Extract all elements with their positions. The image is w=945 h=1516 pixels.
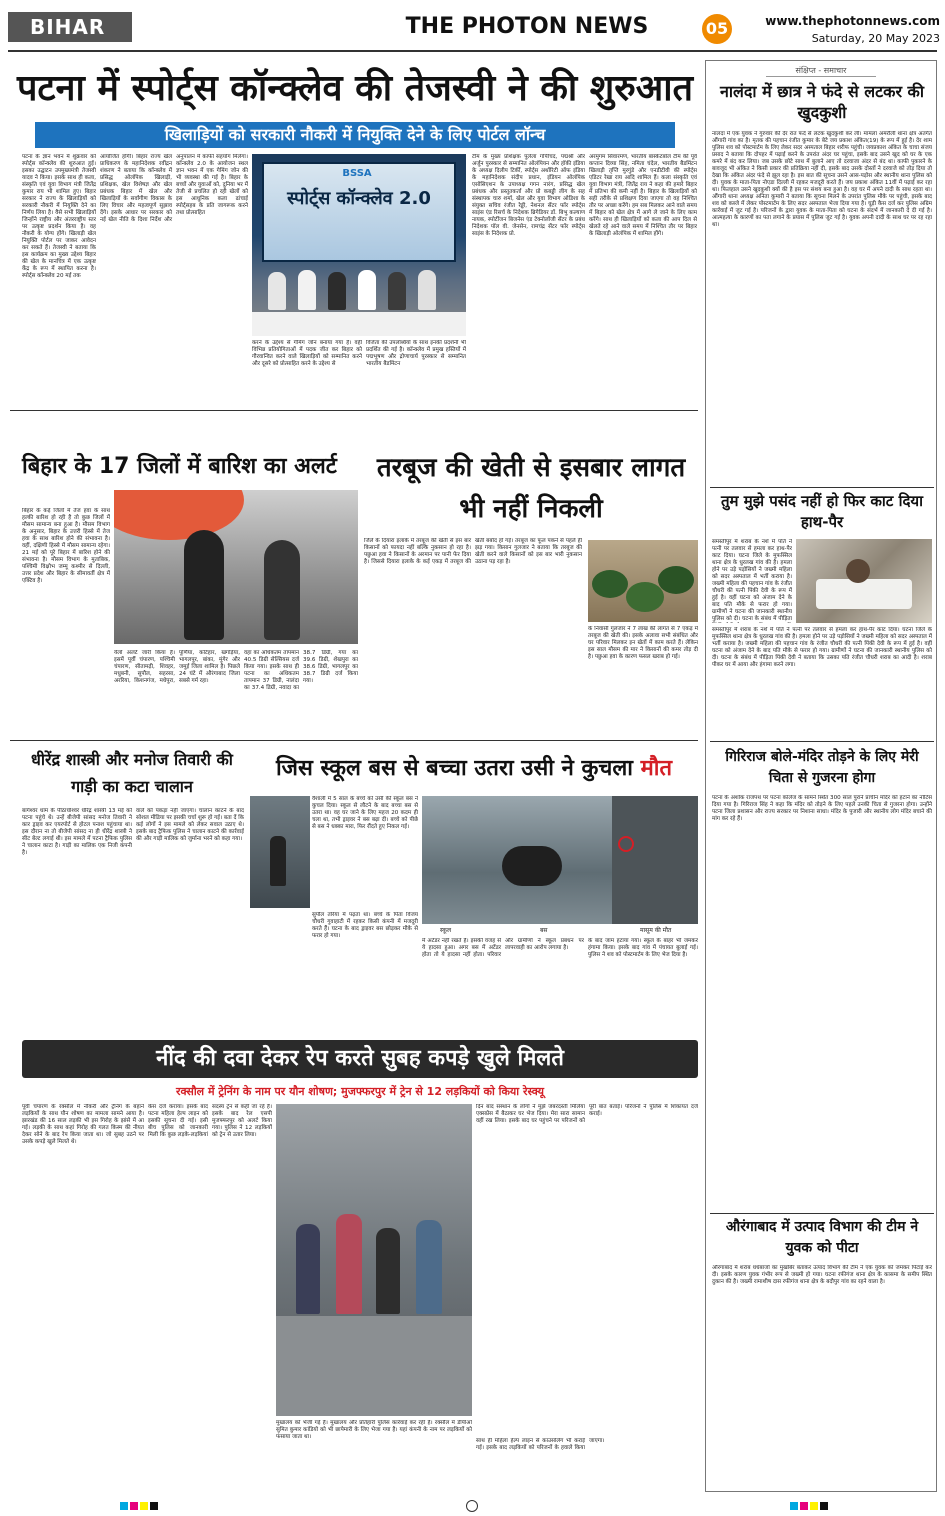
story1-col3: करने के उद्देश्य से गेमिंग जोन बनाया गया है। वहीं विभिन्न प्रतियोगिताओं में पदक जीत कर बिहार को गौरवान्वित करने वाले खिलाड़ियों को सम्मानित करने और दूसरे को प्रोत्साहित करने के उद्देश्य से (252, 340, 362, 367)
story5-body4: के बाद जाम हटाया गया। स्कूल के बाहर भी जमकर हंगामा किया। इसके बाद गांव में पंचायत बुलाई गई। पुलिस ने शव को पोस्टमार्टम के लिए भेज दिया है। (588, 938, 698, 958)
person (416, 1220, 442, 1314)
sidebar-s2-body: समस्तीपुर में शराब के नशे में पति ने पत्नी पर तलवार से हमला कर हाथ-पैर काट दिया। घटना जिले के मुफस्सिल थाना क्षेत्र के धुरलख गांव की है। हमला होने पर उड़े पड़ोसियों ने जख्मी महिला को सदर अस्पताल में भर्ती कराया है। जख्मी महिला की पहचान गांव के रंजीत चौधरी की पत्नी पिंकी देवी के रूप में हुई है। वहीं घटना को अंजाम देने के बाद पति मौके से फरार हो गया। ग्रामीणों ने घटना की जानकारी स्थानीय पुलिस को दी। घटना के संबंध में पीड़िता पिंकी देवी ने बताया कि उसका पति रंजीत चौधरी शराब का आदी है। शराब पीकर घर में आया और हंगामा करने लगा। (712, 627, 932, 668)
conclave-photo (252, 154, 466, 336)
color-swatch (140, 1502, 148, 1510)
bus-photo-1 (250, 796, 310, 908)
person (418, 270, 436, 310)
story5-headline-red: मौत (640, 756, 673, 781)
hospital-photo (796, 539, 932, 623)
wall (612, 796, 698, 924)
bus-caption-3: मासूम की मौत (640, 927, 672, 934)
woman-figure (184, 530, 224, 640)
story1-col5: टीम के मुख्य प्रशिक्षक पुलेला गोपीचंद, पद्मश्री और अर्जुन पुरस्कार से सम्मानित ओलंपियन और हॉकी इंडिया के अध्यक्ष दिलीप टिर्की, स्पोर्ट्स अथॉरिटी ऑफ इंडिया के महानिदेशक संदीप प्रधान, इंडियन ओलंपिक एसोसिएशन के उपाध्यक्ष गगन नारंग, प्रसिद्ध खेल प्रबंधक और प्रस्तुतकर्ता और प्रो कबड्डी लीग के सह संस्थापक चारु शर्मा, खेल और युवा विभाग ओडिशा के संयुक्त सचिव रंजीत रेड्डी, नेशनल सेंटर फॉर स्पोर्ट्स साइंस एंड रिसर्च के निदेशक ब्रिगेडियर डॉ. बिभु कल्याण नायक, स्पोर्टीजन बिजनेस एंड टेक्नोलॉजी सेंटर के प्रबंध निदेशक पॉल वी. जेनसेन, रामचंद्र सेंटर फॉर स्पोर्ट्स साइंस के निदेशक प्रो. (472, 154, 585, 237)
person (270, 836, 286, 886)
story5-body1: वैशाली में 5 साल के बच्चे को उसी की स्कूल बस ने कुचल दिया। स्कूल से लौटने के बाद बच्चा बस से उतरा था। वह घर जाने के लिए महज 20 कदम ही चला था, तभी ड्राइवर ने बस बढ़ा दी। बच्चे को पीछे से बस ने धक्का मारा, फिर रौंदते हुए निकल गई। (312, 796, 418, 830)
umbrella (114, 490, 244, 540)
story3-body1: जिले के दियारा इलाके में तरबूज की खेती से इस बार किसानों को फायदा नहीं बल्कि नुकसान हो रहा है। पछुआ हवा ने किसानों के अरमान पर पानी फेर दिया है। जिससे दियारा इलाके के कई एकड़ में तरबूज की खेती बर्बाद हो गई। तरबूज का फूल पकने से पहले ही झड़ गया। किसान गुलजार ने बताया कि तरबूज की खेती करने वाले किसानों को इस बार भारी नुकसान उठाना पड़ रहा है। (364, 538, 582, 565)
sidebar (705, 60, 937, 1492)
watermelon (592, 570, 628, 598)
story3-body2: के निवासी गुलजार ने 7 लाख की लागत से 7 एकड़ में तरबूज की खेती की। इसके अलावा सभी संबंधित और घर परिवार मिलकर इन खेतों में काम करते हैं। लेकिन इस साल मौसम की मार ने किसानों की कमर तोड़ दी है। पछुआ हवा के कारण फसल खराब हो गई। (588, 626, 698, 660)
story6-subhead: रक्सौल में ट्रेनिंग के नाम पर यौन शोषण; मुजफ्फरपुर में ट्रेन से 12 लड़कियों को किया रेस्क्यू (175, 1085, 545, 1098)
sidebar-s2-headline: तुम मुझे पसंद नहीं हो फिर काट दिया हाथ-पैर (720, 492, 924, 531)
person (328, 272, 346, 310)
divider (10, 410, 698, 411)
masthead (0, 0, 945, 52)
divider (710, 1213, 934, 1214)
platform (276, 1316, 472, 1416)
story6-body2: केस दर्ज कराया। इसके बाद पटना महिला हेल्प लाइन को इसकी सूचना दी गई। इसी बीच पुलिस को जानकारी मिली कि कुछ लड़के-लड़कियां सदस्य ट्रेन से कहीं जा रहे हैं। इसके बाद रेल एसपी मुजफ्फरपुर को अलर्ट किया गया। पुलिस ने 12 लड़कियों को ट्रेन से उतार लिया। (148, 1104, 272, 1138)
color-swatch (810, 1502, 818, 1510)
story4-body1: बागेश्वर धाम के पीठाधीश्वर धीरेंद्र शास्त्री 13 मई को पटना पहुंचे थे। उन्हें बीजेपी सांसद मनोज तिवारी ने कार ड्राइव कर एयरपोर्ट से होटल पनाश पहुंचाया था। इस दौरान ना तो बीजेपी सांसद ना ही धीरेंद्र शास्त्री ने सीट बेल्ट लगाई थी। इस मामले में पटना ट्रैफिक पुलिस ने चालान काटा है। गाड़ी का मालिक एक निजी कंपनी है। (22, 808, 132, 856)
person (296, 1224, 320, 1314)
story2-headline: बिहार के 17 जिलों में बारिश का अलर्ट (22, 454, 337, 479)
story4-body2: वाले को पकड़ा नहीं जाएगा। चालान काटने के बाद सोशल मीडिया पर इसकी चर्चा शुरू हो गई। बता दें कि कई लोगों ने इस मामले को लेकर सवाल उठाए थे। इसके बाद ट्रैफिक पुलिस ने चालान काटने की कार्रवाई की और गाड़ी मालिक को जुर्माना भरने को कहा गया। (136, 808, 244, 842)
rain-photo (114, 490, 358, 644)
motorcycle (502, 846, 562, 886)
person (376, 1228, 400, 1314)
story6-body4: दिन बाद संस्थान के लोगों ने मुझे जबरदस्ती मिलिया एक्सप्रेस में बैठाकर घर भेज दिया। मेरा सारा सामान वहीं रख लिया। इसके बाद घर पहुंचने पर परिजनों को पूरी बात बताई। परिजनों ने पुलिस में शिकायत दर्ज कराई। (476, 1104, 698, 1124)
story1-headline: पटना में स्पोर्ट्स कॉन्क्लेव की तेजस्वी ने की शुरुआत (16, 68, 694, 109)
story5-headline-main: जिस स्कूल बस से बच्चा उतरा उसी ने कुचला (275, 756, 633, 781)
person (336, 1214, 362, 1314)
story1-subhead: खिलाड़ियों को सरकारी नौकरी में नियुक्ति देने के लिए पोर्टल लॉन्च (35, 122, 675, 148)
sidebar-s4-headline: औरंगाबाद में उत्पाद विभाग की टीम ने युवक को पीटा (725, 1219, 919, 1256)
person (388, 272, 406, 310)
person (268, 272, 286, 310)
divider (710, 741, 934, 742)
dais-table (252, 312, 466, 336)
story1-col1: पटना के ज्ञान भवन में शुक्रवार को स्पोर्ट्स कॉन्क्लेव की शुरुआत हुई। इसका उद्घाटन उपमुख्यमंत्री तेजस्वी यादव ने किया। इसके साथ ही कला, संस्कृति एवं युवा विभाग मंत्री जितेंद्र कुमार राय भी शामिल हुए। बिहार सरकार ने राज्य के खिलाड़ियों को सरकारी नौकरी में नियुक्ति देने का निर्णय लिया है। वैसे सभी खिलाड़ियों जिन्होंने राष्ट्रीय और अंतरराष्ट्रीय स्तर पर उत्कृष्ट प्रदर्शन किया है। वह नौकरी के योग्य होंगे। खिलाड़ी खेल नियुक्ति पोर्टल पर जाकर आवेदन कर सकते हैं। तेजस्वी ने बताया कि इस कार्यक्रम का मुख्य उद्देश्य बिहार की खेल के मानचित्र में एक उत्कृष्ट केंद्र के रूप में स्थापित करना है। स्पोर्ट्स कॉन्क्लेव 20 मई तक (22, 154, 96, 279)
watermelon (658, 566, 694, 594)
website: www.thephotonnews.com (765, 14, 940, 28)
story6-headline: नींद की दवा देकर रेप करते सुबह कपड़े खुले मिलते (156, 1046, 564, 1071)
registration-mark (466, 1500, 478, 1512)
story5-body2: सुपौल तरिया में पढ़ता था। बच्चे के पिता विजय चौधरी गुवाहाटी में रहकर किसी कंपनी में मजदूरी करते हैं। घटना के बाद ड्राइवर बस छोड़कर मौके से फरार हो गया। (312, 912, 418, 939)
story6-body5: साथ ही महिला हेल्प लाइन से काउंसलिंग भी कराई गई। इसके बाद लड़कियों को परिजनों के हवाले किया जाएगा। (476, 1438, 605, 1451)
color-swatch (130, 1502, 138, 1510)
story1-col4: विजेता की उपलब्धियों के साथ इनकी प्रदर्शनी भी प्रदर्शित की गई है। कॉन्क्लेव में प्रमुख हस्तियों में पद्मभूषण और द्रोणाचार्य पुरस्कार से सम्मानित भारतीय बैडमिंटन (366, 340, 466, 367)
story1-col2: आयोजित होगी। बिहार राज्य खेल प्राधिकरण के महानिदेशक रवींद्रन शंकरण ने बताया कि कॉन्क्लेव में प्रसिद्ध ओलंपिक खिलाड़ी, प्रशिक्षक, खेल विशेषज्ञ और खेल प्रबंधक बिहार में खेल और खिलाड़ियों के सर्वांगीण विकास के लिए विचार और महत्वपूर्ण सुझाव देंगे। इसके आधार पर सरकार को नई खेल नीति के दिशा निर्देश और अनुपालन में काफी सहयोग मिलेगा। कॉन्क्लेव 2.0 के आयोजन स्थल ज्ञान भवन में एक गेमिंग जोन की भी व्यवस्था की गई है। बिहार के बच्चों और युवाओं को, दुनिया भर में तेजी से प्रचलित हो रही खेलों को इस आधुनिक कला ढांचाई स्पोर्ट्सहब के प्रति जागरूक करने तथा प्रोत्साहित (100, 154, 248, 223)
bus-photo-2 (422, 796, 698, 924)
paper-name: THE PHOTON NEWS (405, 14, 649, 39)
watermelon (626, 582, 664, 612)
sidebar-s3-headline: गिरिराज बोले-मंदिर तोड़ने के लिए मेरी चिता से गुजरना होगा (725, 749, 919, 786)
divider (710, 487, 934, 488)
sidebar-s1-body: नालंदा में एक युवक ने गुरुवार की देर रात फंदे से लटक खुदकुशी कर ली। मामला अमरौली थाना क्षेत्र अंतर्गत औंगारी गांव का है। मृतक की पहचान रंजीत कुमार के बेटे जय प्रकाश अंकित(19) के रूप में हुई है। देर शाम पुलिस शव को पोस्टमार्टम के लिए लेकर सदर अस्पताल बिहार शरीफ पहुंची। जयप्रकाश अंकित के चाचा संजय प्रसाद ने बताया कि दोपहर में पढ़ाई करने के उपरांत अंदर घर पहुंचा, इसके बाद उसने खुद को घर के एक कमरे में बंद कर लिया। जब उसके छोटे साथ में बुलाने आए तो दरवाजा अंदर से बंद था। काफी पुकारने के बावजूद भी अंकित ने किसी प्रकार की प्रतिक्रिया नहीं दी, इसके बाद उसके दोस्तों ने दरवाजे को तोड़ दिया तो देखा कि अंकित अंदर फंदे से झूल रहा है। इस बात की सूचना उसने आस-पड़ोस और स्थानीय थाना पुलिस को दी। युवक के माता-पिता नोएडा दिल्ली में रहकर मजदूरी करते हैं। जय प्रकाश अंकित 11वीं में पढ़ाई कर रहा था। फिलहाल उसने खुदकुशी क्यों की है इस पर संशय बना हुआ है। वह घर में अपने दादी के साथ रहता था। औंगारी थाना अध्यक्ष अनिता कुमारी ने बताया कि सूचना मिलने के उपरांत पुलिस मौके पर पहुंची, इसके बाद शव को कब्जे में लेकर पोस्टमार्टम के लिए सदर अस्पताल भेजा दिया गया है। घूड़ी कैस दर्ज कर पुलिस अग्रिम कार्रवाई में जुट गई है। परिजनों के द्वारा युवक के माता-पिता को घटना के संदर्भ में जानकारी दे दी गई है। आत्महत्या के कारणों का पता लगाने के प्रयास में पुलिस जुट गई है। युवक अपनी दादी के साथ घर पर रह रहा था। (712, 131, 932, 228)
bssa-logo: BSSA (342, 168, 372, 179)
story2-body3: वहां का अधिकतम तापमान 40.5 डिग्री सेल्सियस दर्ज किया गया। इसके साथ ही पटना का अधिकतम तापमान 37 डिग्री, नालंदा का 37.4 डिग्री, नवादा का 38.7 डिग्री, गया का 39.6 डिग्री, शेखपुरा का 38.6 डिग्री, भागलपुर का 38.7 डिग्री दर्ज किया गया। (244, 650, 358, 691)
color-swatch (820, 1502, 828, 1510)
section-tag: BIHAR (8, 12, 132, 42)
conclave-banner: स्पोर्ट्स कॉन्क्लेव 2.0 (287, 188, 431, 209)
watermelon-photo (588, 540, 698, 622)
story6-body3: मुखालय को भेजी गई है। मुखालय और प्रतिहारी पुलिस कार्रवाई कर रही है। रक्सौल में डीपीओ सुमित कुमार कांडियो को भी छापेमारी के लिए भेजा गया है। यहां कंपनी के नाम पर लड़कियों को फंसाया जाता था। (276, 1420, 472, 1440)
patient-bed (816, 579, 912, 609)
woman-figure (264, 540, 300, 640)
sidebar-s4-body: औरंगाबाद में शराब धंधेबाजों का मुखबिर बताकर उत्पाद विभाग की टीम ने एक युवक को जमकर पिटाई कर दी। इसके कारण युवक गंभीर रूप से जख्मी हो गया। घटना रफीगंज थाना क्षेत्र के कासमा के समीप स्थित दुकान की है। जख्मी रामाशीष दास रफीगंज थाना क्षेत्र के बदौपुर गांव का रहने वाला है। (712, 1265, 932, 1285)
masthead-rule (8, 50, 937, 52)
divider (10, 740, 698, 741)
color-swatch (120, 1502, 128, 1510)
person (358, 270, 376, 310)
person (298, 270, 316, 310)
story6-banner (22, 1040, 698, 1078)
story2-body2: येलो अलर्ट जारी किया है। इसमें पूर्वी चंपारण, पश्चिमी चंपारण, सीतामढ़ी, शिवहर, मधुबनी, सुपौल, सहरसा, अररिया, किशनगंज, मधेपुरा, पूर्णिया, कटिहार, खगड़िया, भागलपुर, बांका, मुंगेर और जमुई जिला शामिल है। पिछले 24 घंटे में औरंगाबाद जिला सबसे गर्म रहा। (114, 650, 240, 684)
color-swatch (800, 1502, 808, 1510)
date: Saturday, 20 May 2023 (811, 32, 940, 45)
story3-headline: तरबूज की खेती से इसबार लागत भी नहीं निकली (376, 453, 686, 524)
bus-caption-1: स्कूल (440, 927, 452, 934)
story2-body1: बिहार के कई जिलों में तेज हवा के साथ हल्की बारिश हो रही है तो कुछ जिलों में मौसम सामान्य बना हुआ है। मौसम विभाग के अनुसार, बिहार के उत्तरी हिस्से में तेज हवा के साथ बारिश होने की संभावना है। वहीं, दक्षिणी हिस्से में मौसम सामान्य रहेगा। 21 मई को पूरे बिहार में बारिश होने की संभावना है। मौसम विभाग के मुताबिक, पश्चिमी विक्षोभ जम्मू कश्मीर से दिल्ली, उत्तर प्रदेश और बिहार के सीमावर्ती क्षेत्र में एक्टिव है। (22, 508, 110, 584)
color-swatch (790, 1502, 798, 1510)
story5-body3: में अटेंडर नहीं रखते हैं। इसकी वजह से ये हादसा हुआ। अगर बस में अटेंडर होता तो ये हादसा नहीं होता। परिवार और ग्रामीणों ने स्कूल प्रबंधन पर लापरवाही का आरोप लगाया है। (422, 938, 584, 958)
color-swatch (150, 1502, 158, 1510)
story4-headline: धीरेंद्र शास्त्री और मनोज तिवारी की गाड़ी का कटा चालान (31, 750, 233, 796)
bus-caption-2: बस (540, 927, 548, 934)
sidebar-tag: संक्षिप्त - समाचार (766, 65, 876, 77)
patient (846, 559, 870, 583)
sidebar-s3-body: पटना के अशोक राजपथ पर पटना कॉलेज के सामने स्थित 300 साल पुराने प्राचीन मंदिर को हटाने का नोटिस दिया गया है। गिरिराज सिंह ने कहा कि मंदिर को तोड़ने के लिए पहले उनकी चिता से गुजरना होगा। उन्होंने पटना जिला प्रशासन और राज्य सरकार पर निशाना साधा। मंदिर के पुजारी और स्थानीय लोग मंदिर बचाने की मांग कर रहे हैं। (712, 795, 932, 822)
dignitaries-row (258, 266, 460, 312)
story5-headline (250, 748, 698, 790)
story1-col6: अरमुगम सिवारमण, भारतीय बास्केटबॉल टीम की पूर्व कप्तान दिव्या सिंह, नमिता चंदेल, भारतीय बैडमिंटन खिलाड़ी तृप्ति मुरगुंडे और एनडीटीवी की स्पोर्ट्स एडिटर रेखा राय आदि शामिल हैं। कला संस्कृति एवं युवा विभाग मंत्री, जितेंद्र राय ने कहा की हमारे बिहार में प्रतिभा की कमी नहीं है। बिहार के खिलाड़ियों को सही तरीके से प्रशिक्षण दिया जाएगा तो वह निश्चित तौर पर अच्छा करेंगे। हम सब मिलकर आने वाले समय में बिहार को खेल क्षेत्र में आगे ले जाने के लिए काम करेंगे। साथ ही खिलाड़ियों को कला की आप दिल से खेलते रहे आने वाले समय में निश्चित तौर पर बिहार के खिलाड़ी ओलंपिक में शामिल होंगे। (589, 154, 697, 237)
story6-body1: पूर्वी चंपारण के रक्सौल में नौकरी और ट्रेनिंग के बहाने लड़कियों के साथ यौन शोषण का मामला सामने आया है। झारखंड की 16 साल लड़की भी इस गिरोह के झांसे में आ गई। लड़की के साथ कहां गिरोह की गलत किस्म की नीयत देकर सोने के बाद रेप किया जाता था। जो सुबह उठने पर उसके कपड़े खुले मिलते थे। (22, 1104, 144, 1145)
sidebar-s2-body-top: समस्तीपुर में शराब के नशे में पति ने पत्नी पर तलवार से हमला कर हाथ-पैर काट दिया। घटना जिले के मुफस्सिल थाना क्षेत्र के धुरलख गांव की है। हमला होने पर उड़े पड़ोसियों ने जख्मी महिला को सदर अस्पताल में भर्ती कराया है। जख्मी महिला की पहचान गांव के रंजीत चौधरी की पत्नी पिंकी देवी के रूप में हुई है। वहीं घटना को अंजाम देने के बाद पति मौके से फरार हो गया। ग्रामीणों ने घटना की जानकारी स्थानीय पुलिस को दी। घटना के संबंध में पीड़िता (712, 539, 792, 622)
page-number: 05 (702, 14, 732, 44)
rescue-photo (276, 1104, 472, 1416)
sidebar-s1-headline: नालंदा में छात्र ने फंदे से लटकर की खुदकुशी (720, 82, 924, 122)
child-marker (618, 836, 634, 852)
press-marks (0, 1500, 945, 1514)
